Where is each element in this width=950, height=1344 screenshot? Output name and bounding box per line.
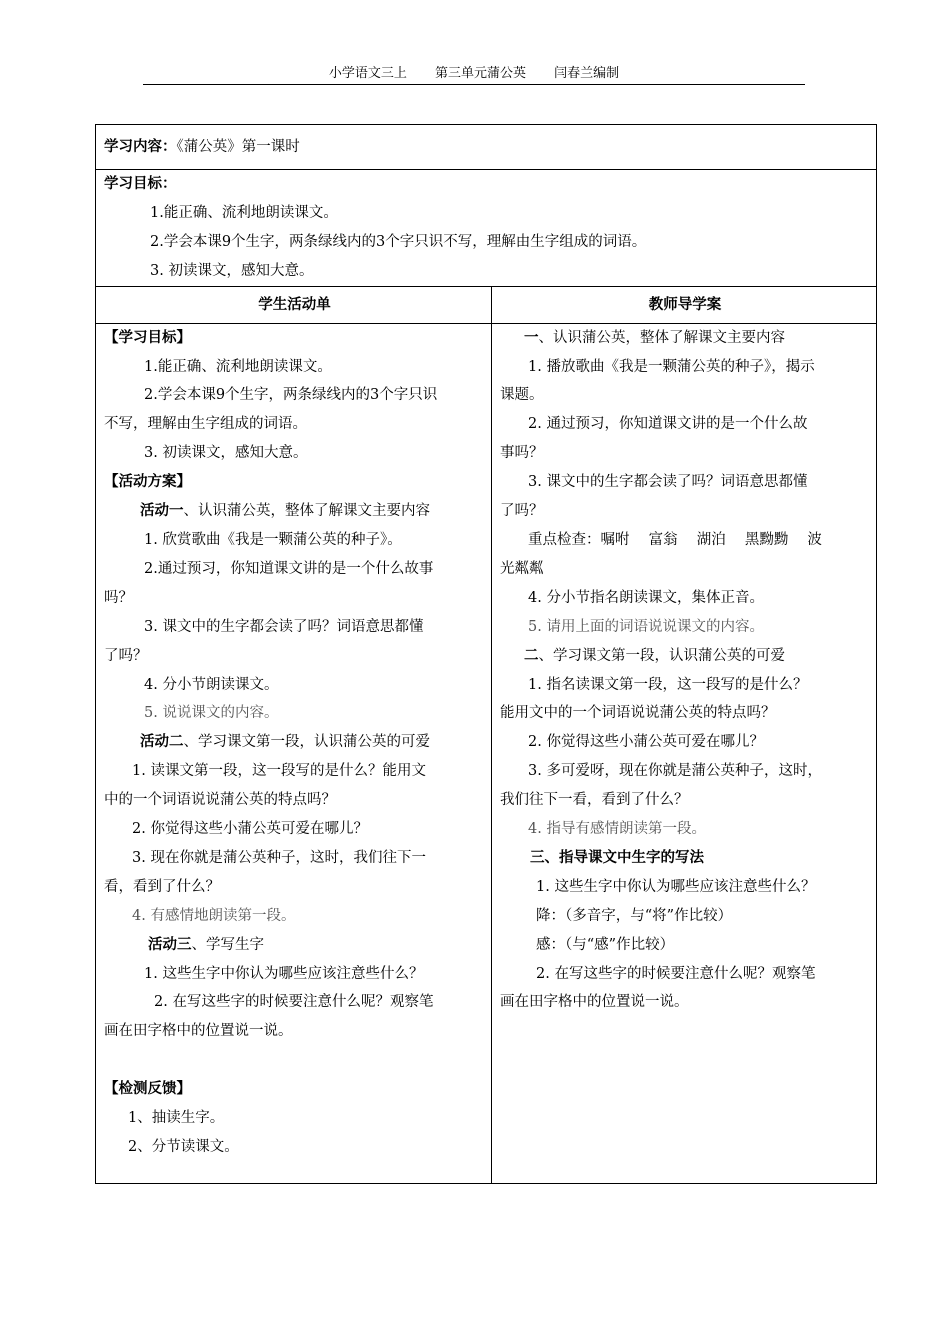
activity-item-cont: 看，看到了什么？ — [104, 878, 220, 895]
section-2-heading — [500, 642, 870, 671]
section-2-text: 、学习课文第一段，认识蒲公英的可爱 — [538, 647, 785, 664]
section-1-text: 、认识蒲公英，整体了解课文主要内容 — [538, 329, 785, 346]
teacher-guide-cell — [492, 323, 877, 1183]
right-column-title-cell — [492, 286, 877, 323]
goals-label: 学习目标： — [104, 176, 177, 192]
activity-1-heading — [104, 497, 485, 526]
guide-item: 5. 请用上面的词语说说课文的内容。 — [528, 618, 764, 635]
goal-item: 2.学会本课9个生字，两条绿线内的3个字只识不写，理解由生字组成的词语。 — [150, 233, 647, 250]
guide-item: 2. 通过预习，你知道课文讲的是一个什么故 — [528, 416, 808, 433]
guide-item: 3. 多可爱呀，现在你就是蒲公英种子，这时， — [528, 763, 822, 780]
activity-item: 4. 有感情地朗读第一段。 — [132, 907, 296, 924]
student-activity-cell — [96, 323, 492, 1183]
guide-item-cont: 画在田字格中的位置说一说。 — [500, 994, 689, 1011]
spacer — [104, 1046, 485, 1075]
header-unit: 第三单元蒲公英 — [434, 66, 526, 81]
left-goals-heading: 【学习目标】 — [104, 329, 191, 346]
left-column-title: 学生活动单 — [258, 296, 331, 313]
activity-item: 2. 你觉得这些小蒲公英可爱在哪儿？ — [132, 821, 368, 838]
guide-item: 1. 指名读课文第一段，这一段写的是什么？ — [528, 676, 808, 693]
check-item: 2、分节读课文。 — [128, 1139, 239, 1156]
guide-item: 4. 指导有感情朗读第一段。 — [528, 821, 706, 838]
activity-1-label: 活动一 — [140, 503, 184, 520]
goals-cell — [96, 170, 877, 287]
goal-item: 3. 初读课文，感知大意。 — [150, 262, 314, 279]
section-1-heading — [500, 324, 870, 353]
right-column-title: 教师导学案 — [648, 296, 722, 313]
lesson-table — [95, 124, 877, 1184]
guide-item: 4. 分小节指名朗读课文，集体正音。 — [528, 589, 764, 606]
section-3-heading: 三、指导课文中生字的写法 — [530, 849, 704, 866]
left-column-title-cell — [96, 286, 492, 323]
activity-item: 1. 欣赏歌曲《我是一颗蒲公英的种子》。 — [144, 531, 402, 548]
section-1-number: 一 — [524, 329, 539, 346]
left-goal: 1.能正确、流利地朗读课文。 — [144, 358, 332, 375]
guide-item: 3. 课文中的生字都会读了吗？词语意思都懂 — [528, 474, 808, 491]
guide-item: 感：（与“感”作比较） — [536, 936, 675, 953]
content-label: 学习内容： — [104, 139, 177, 155]
activity-1-text: 、认识蒲公英，整体了解课文主要内容 — [183, 503, 430, 520]
header-course: 小学语文三上 — [328, 66, 407, 81]
page-header — [143, 64, 805, 85]
section-2-number: 二 — [524, 647, 539, 664]
activity-3-label: 活动三 — [148, 936, 192, 953]
guide-item-cont: 了吗？ — [500, 503, 544, 520]
goal-item: 1.能正确、流利地朗读课文。 — [150, 204, 338, 221]
activity-item: 2.通过预习，你知道课文讲的是一个什么故事 — [144, 560, 434, 577]
activity-3-text: 、学写生字 — [191, 936, 264, 953]
activity-item-cont: 中的一个词语说说蒲公英的特点吗？ — [104, 792, 336, 809]
guide-item: 1. 播放歌曲《我是一颗蒲公英的种子》，揭示 — [528, 358, 815, 375]
activity-item: 1. 这些生字中你认为哪些应该注意些什么？ — [144, 965, 424, 982]
activity-item: 2. 在写这些字的时候要注意什么呢？观察笔 — [154, 994, 434, 1011]
key-words: 重点检查：嘱咐 富翁 湖泊 黑黝黝 波 — [528, 531, 822, 548]
plan-heading: 【活动方案】 — [104, 474, 191, 491]
check-heading: 【检测反馈】 — [104, 1081, 191, 1098]
left-goal: 2.学会本课9个生字，两条绿线内的3个字只识 — [144, 387, 438, 404]
activity-item-cont: 了吗？ — [104, 647, 148, 664]
guide-item: 2. 你觉得这些小蒲公英可爱在哪儿？ — [528, 734, 764, 751]
activity-2-text: 、学习课文第一段，认识蒲公英的可爱 — [183, 734, 430, 751]
key-words-cont: 光粼粼 — [500, 560, 544, 577]
content-value: 《蒲公英》第一课时 — [176, 139, 300, 155]
guide-item-cont: 能用文中的一个词语说说蒲公英的特点吗？ — [500, 705, 776, 722]
activity-item-cont: 画在田字格中的位置说一说。 — [104, 1023, 293, 1040]
header-author: 闫春兰编制 — [554, 66, 620, 81]
guide-item: 降：（多音字，与“将”作比较） — [536, 907, 733, 924]
check-item: 1、抽读生字。 — [128, 1110, 225, 1127]
guide-item-cont: 我们往下一看，看到了什么？ — [500, 792, 689, 809]
activity-2-label: 活动二 — [140, 734, 184, 751]
guide-item: 1. 这些生字中你认为哪些应该注意些什么？ — [536, 878, 816, 895]
activity-item: 3. 现在你就是蒲公英种子，这时，我们往下一 — [132, 849, 426, 866]
left-goal: 3. 初读课文，感知大意。 — [144, 445, 308, 462]
content-cell — [96, 125, 877, 170]
left-goal-cont: 不写，理解由生字组成的词语。 — [104, 416, 307, 433]
activity-item-cont: 吗？ — [104, 589, 133, 606]
guide-item-cont: 事吗？ — [500, 445, 544, 462]
activity-item: 4. 分小节朗读课文。 — [144, 676, 279, 693]
activity-item: 1. 读课文第一段，这一段写的是什么？能用文 — [132, 763, 426, 780]
activity-3-heading — [104, 931, 485, 960]
guide-item: 2. 在写这些字的时候要注意什么呢？观察笔 — [536, 965, 816, 982]
activity-item: 3. 课文中的生字都会读了吗？词语意思都懂 — [144, 618, 424, 635]
activity-2-heading — [104, 728, 485, 757]
guide-item-cont: 课题。 — [500, 387, 544, 404]
activity-item: 5. 说说课文的内容。 — [144, 705, 279, 722]
